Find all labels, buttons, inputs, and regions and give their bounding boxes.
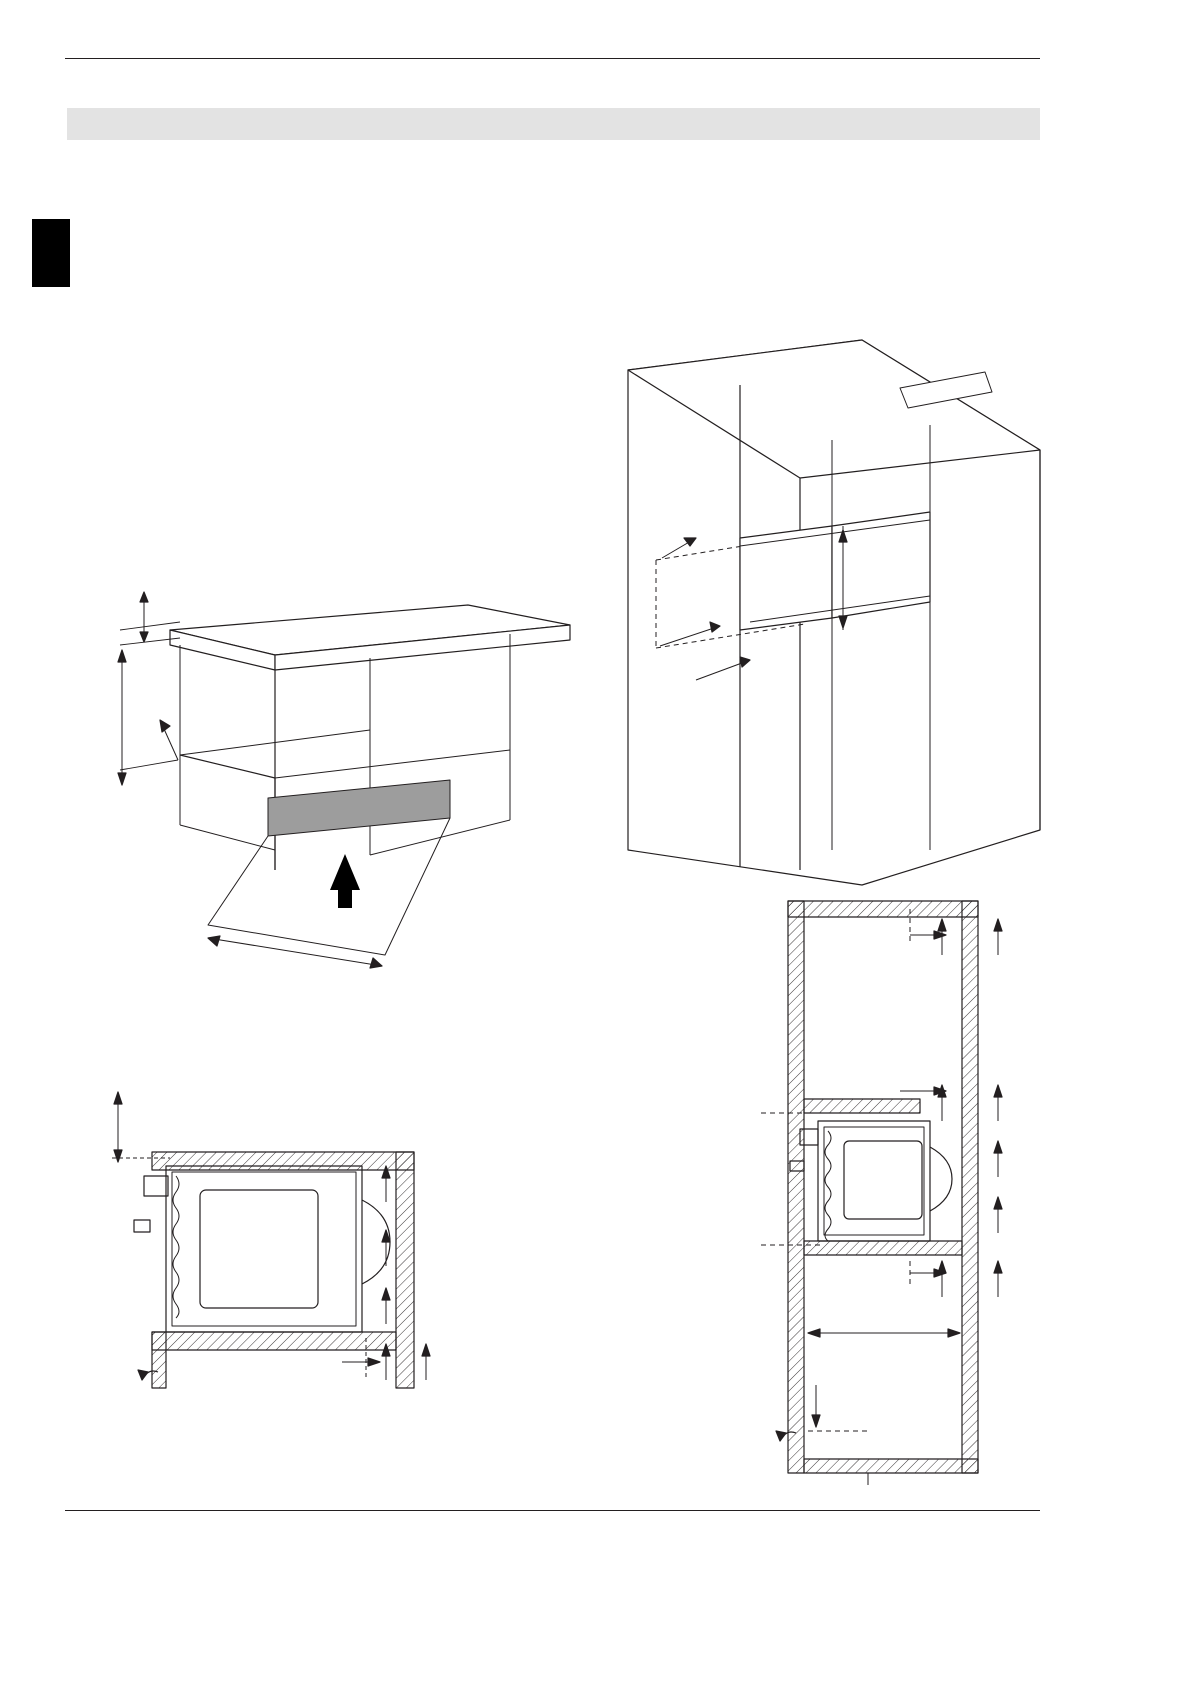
section-title-band [67, 108, 1040, 140]
header-rule [65, 58, 1040, 59]
figure-worktop-cutout [100, 570, 600, 980]
figure-tall-cabinet [600, 330, 1070, 890]
footer-rule [65, 1510, 1040, 1511]
figure-undercounter-section [110, 1080, 450, 1420]
figure-column-section [760, 885, 1060, 1485]
chapter-margin-tab [32, 219, 70, 287]
